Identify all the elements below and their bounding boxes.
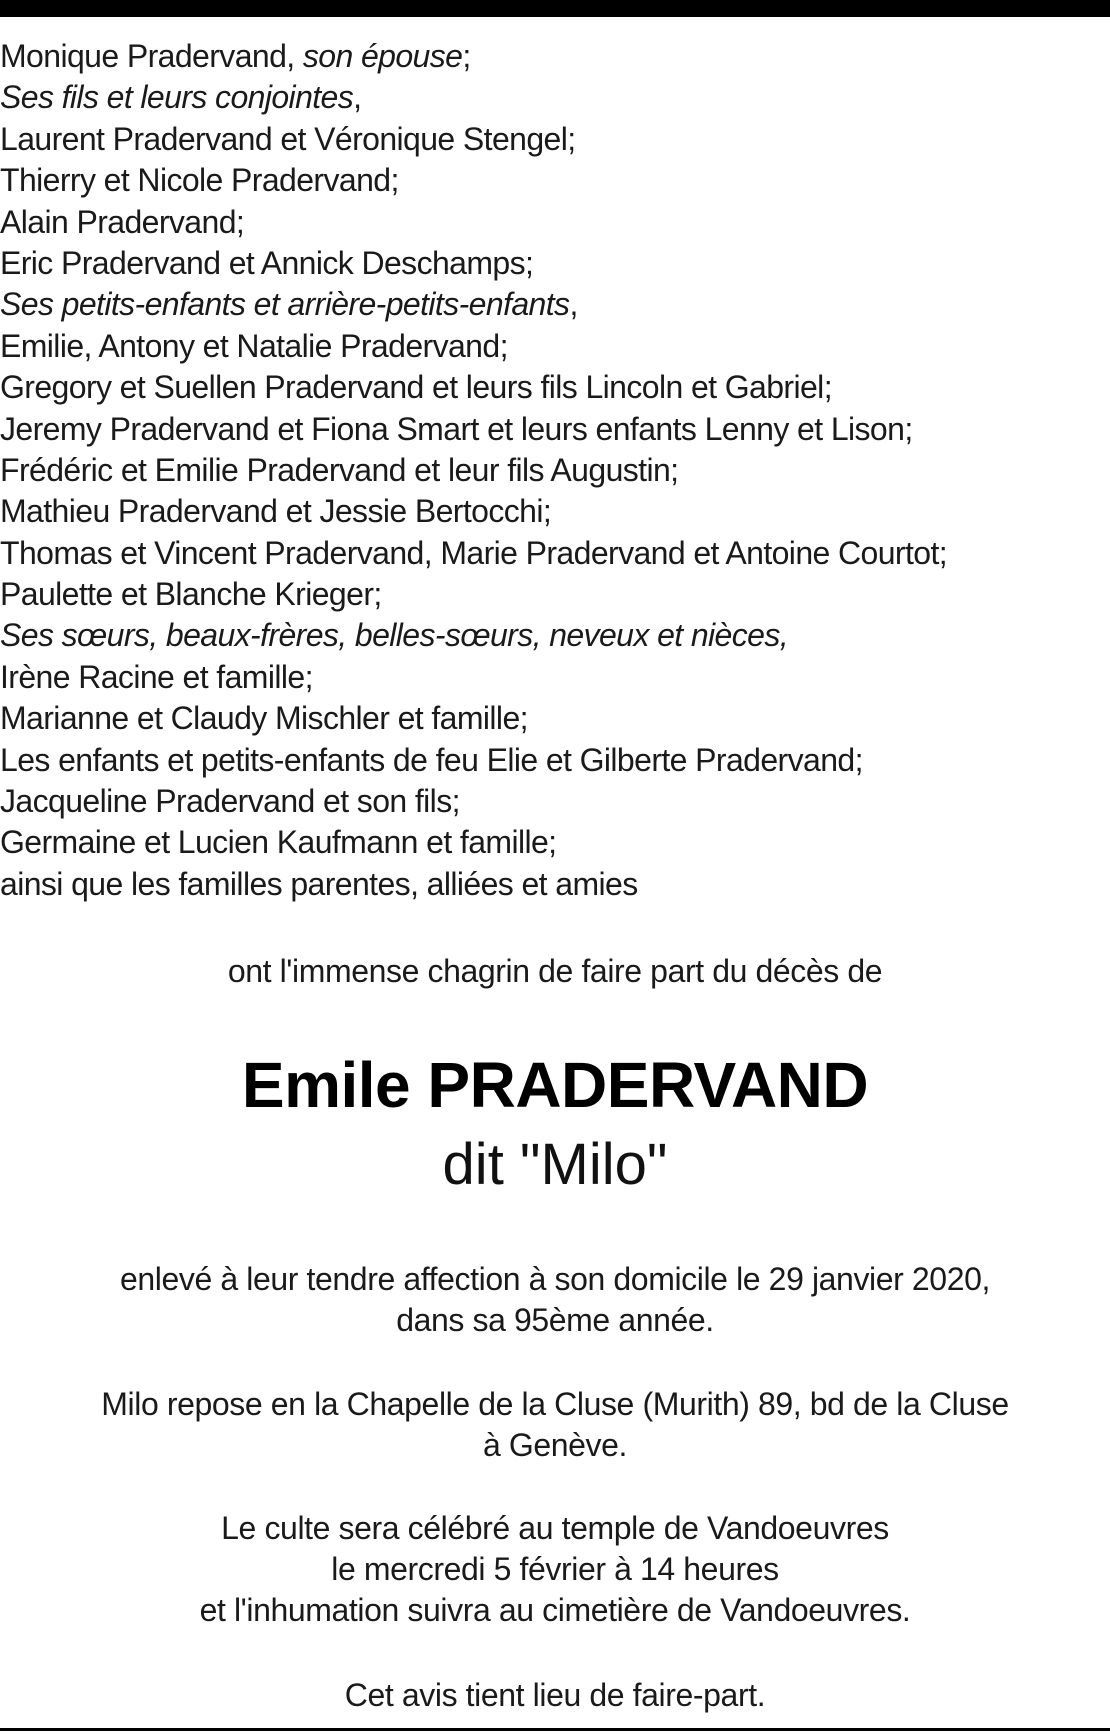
- family-line: Emilie, Antony et Natalie Pradervand;: [0, 327, 508, 364]
- passing-paragraph: [0, 1259, 1110, 1341]
- rest-paragraph: [0, 1384, 1110, 1466]
- rest-line: Milo repose en la Chapelle de la Cluse (Murith) 89, bd de la Cluse: [101, 1386, 1009, 1422]
- family-line: Paulette et Blanche Krieger;: [0, 576, 382, 613]
- family-line: Jacqueline Pradervand et son fils;: [0, 783, 460, 820]
- family-line: Marianne et Claudy Mischler et famille;: [0, 700, 528, 737]
- family-line: Thomas et Vincent Pradervand, Marie Pradervand et Antoine Courtot;: [0, 534, 948, 571]
- service-line: le mercredi 5 février à 14 heures: [331, 1551, 779, 1587]
- family-line: Les enfants et petits-enfants de feu Elie et Gilberte Pradervand;: [0, 741, 863, 778]
- announcement-intro: ont l'immense chagrin de faire part du décès de: [227, 953, 883, 989]
- family-line: Alain Pradervand;: [0, 203, 245, 240]
- family-line: Ses fils et leurs conjointes,: [0, 79, 362, 116]
- bottom-border-rule: [0, 1728, 1110, 1731]
- family-line: Monique Pradervand, son épouse;: [0, 38, 471, 74]
- family-line: Thierry et Nicole Pradervand;: [0, 162, 399, 199]
- family-line: Mathieu Pradervand et Jessie Bertocchi;: [0, 493, 552, 530]
- deceased-name: Emile PRADERVAND: [241, 1049, 869, 1121]
- family-list: [0, 36, 1100, 905]
- family-line: Ses petits-enfants et arrière-petits-enfants,: [0, 286, 578, 323]
- family-line: Jeremy Pradervand et Fiona Smart et leurs enfants Lenny et Lison;: [0, 410, 913, 447]
- family-line: ainsi que les familles parentes, alliées et amies: [0, 865, 638, 902]
- family-line: Ses sœurs, beaux-frères, belles-sœurs, neveux et nièces,: [0, 617, 789, 654]
- service-paragraph: [0, 1508, 1110, 1631]
- family-line: Germaine et Lucien Kaufmann et famille;: [0, 824, 557, 861]
- family-line: Gregory et Suellen Pradervand et leurs fils Lincoln et Gabriel;: [0, 369, 832, 406]
- service-line: et l'inhumation suivra au cimetière de Vandoeuvres.: [199, 1592, 911, 1628]
- top-border-rule: [0, 0, 1110, 17]
- family-line: Irène Racine et famille;: [0, 658, 313, 695]
- deceased-nickname: dit "Milo": [442, 1132, 668, 1197]
- family-line: Eric Pradervand et Annick Deschamps;: [0, 244, 534, 281]
- passing-line: enlevé à leur tendre affection à son domicile le 29 janvier 2020,: [120, 1261, 990, 1297]
- passing-line: dans sa 95ème année.: [396, 1302, 714, 1338]
- rest-line: à Genève.: [482, 1427, 628, 1463]
- family-line: Frédéric et Emilie Pradervand et leur fils Augustin;: [0, 451, 679, 488]
- service-line: Le culte sera célébré au temple de Vandoeuvres: [221, 1510, 889, 1546]
- family-line: Laurent Pradervand et Véronique Stengel;: [0, 120, 576, 157]
- closing-note: Cet avis tient lieu de faire-part.: [344, 1677, 766, 1713]
